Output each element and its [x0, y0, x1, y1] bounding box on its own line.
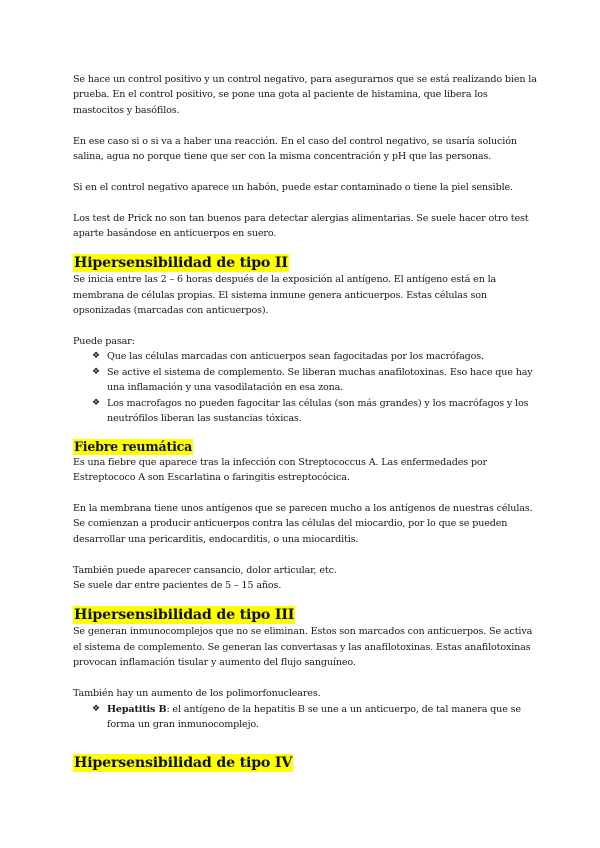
- diamond-bullet-icon: ❖: [92, 351, 100, 362]
- intro-paragraph-4: Los test de Prick no son tan buenos para detectar alergias alimentarias. Se suele hacer otro test aparte basándose en anticuerpos en suero.: [73, 212, 529, 240]
- fiebre-paragraph-2: En la membrana tiene unos antígenos que se parecen mucho a los antígenos de nuestras células. Se comienzan a producir anticuerpos contra las células del miocardio, por lo que se pueden desarrollar una pericarditis, endocarditis, o una miocarditis.: [73, 503, 533, 545]
- diamond-bullet-icon: ❖: [92, 397, 100, 408]
- heading-tipo-2: Hipersensibilidad de tipo II: [74, 255, 288, 272]
- fiebre-paragraph-3a: También puede aparecer cansancio, dolor articular, etc.: [73, 564, 337, 576]
- list-item: ❖ Hepatitis B: el antígeno de la hepatitis B se une a un anticuerpo, de tal manera que se forma un gran inmunocomplejo.: [92, 703, 521, 730]
- tipo-3-bullet-list: [73, 702, 540, 733]
- list-item: ❖ Los macrofagos no pueden fagocitar las células (son más grandes) y los macrófagos y los neutrófilos liberan las sustancias tóxicas.: [92, 397, 529, 425]
- section-fiebre-reumatica: [73, 436, 540, 455]
- list-item: ❖ Que las células marcadas con anticuerpos sean fagocitadas por los macrófagos.: [92, 349, 540, 364]
- hepatitis-b-term: Hepatitis B: [107, 703, 167, 715]
- fiebre-paragraph-1: Es una fiebre que aparece tras la infección con Streptococcus A. Las enfermedades por Estreptococo A son Escarlatina o faringitis estreptocócica.: [73, 456, 487, 484]
- heading-tipo-4: Hipersensibilidad de tipo IV: [74, 755, 293, 772]
- list-item: ❖ Se active el sistema de complemento. Se liberan muchas anafilotoxinas. Eso hace que hay una inflamación y una vasodilatación en esa zona.: [92, 366, 533, 394]
- section-tipo-2: [73, 252, 540, 272]
- tipo-3-paragraph-1: Se generan inmunocomplejos que no se eliminan. Estos son marcados con anticuerpos. Se activa el sistema de complemento. Se generan las convertasas y las anafilotoxinas. Estas anafilotoxinas provocan inflamación tisular y aumento del flujo sanguíneo.: [73, 626, 533, 669]
- diamond-bullet-icon: ❖: [92, 366, 100, 377]
- tipo-2-bullet-list: [73, 349, 540, 426]
- diamond-bullet-icon: ❖: [92, 703, 100, 714]
- heading-tipo-3: Hipersensibilidad de tipo III: [74, 607, 295, 624]
- section-tipo-3: [73, 604, 540, 624]
- tipo-2-paragraph-2: Puede pasar:: [73, 336, 135, 348]
- tipo-3-paragraph-2: También hay un aumento de los polimorfonucleares.: [73, 688, 321, 700]
- fiebre-paragraph-3b: Se suele dar entre pacientes de 5 – 15 años.: [73, 580, 282, 592]
- intro-paragraph-1: Se hace un control positivo y un control negativo, para asegurarnos que se está realizando bien la prueba. En el control positivo, se pone una gota al paciente de histamina, que libera los mastocitos y basófilos.: [73, 74, 537, 116]
- intro-paragraph-2: En ese caso si o si va a haber una reacción. En el caso del control negativo, se usaría solución salina, agua no porque tiene que ser con la misma concentración y pH que las personas.: [73, 135, 517, 163]
- section-tipo-4: [73, 752, 540, 772]
- tipo-2-paragraph-1: Se inicia entre las 2 – 6 horas después de la exposición al antígeno. El antígeno está en la membrana de células propias. El sistema inmune genera anticuerpos. Estas células son opsonizadas (marcadas con anticuerpos).: [73, 274, 497, 317]
- intro-paragraph-3: Si en el control negativo aparece un habón, puede estar contaminado o tiene la piel sensible.: [73, 181, 513, 193]
- heading-fiebre-reumatica: Fiebre reumática: [74, 438, 193, 454]
